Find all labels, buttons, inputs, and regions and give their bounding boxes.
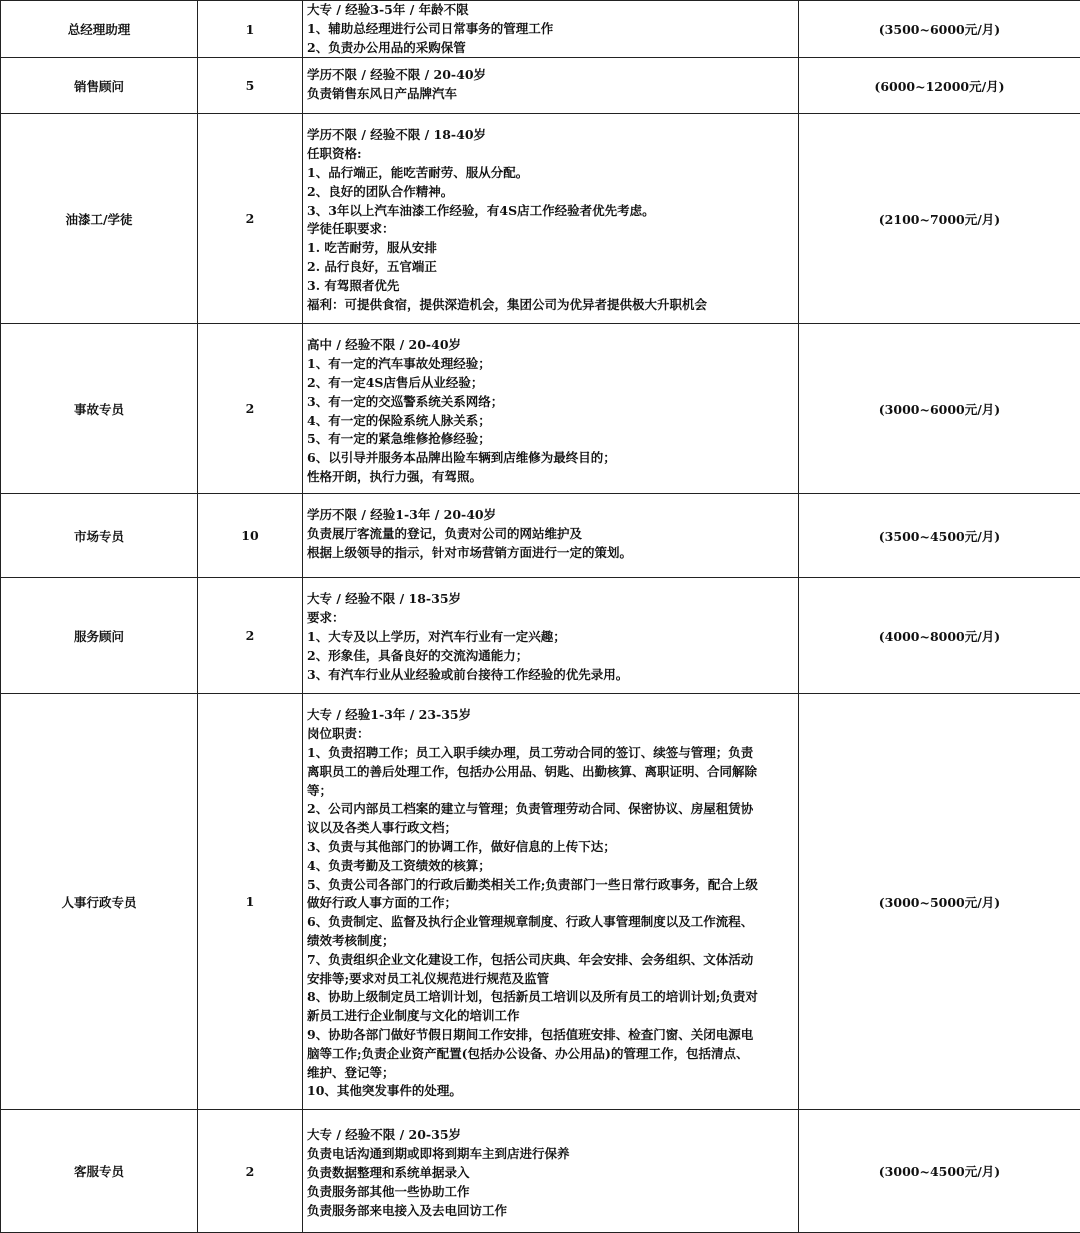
job-description-line: 根据上级领导的指示，针对市场营销方面进行一定的策划。 bbox=[307, 544, 794, 563]
job-description-line: 3、有汽车行业从业经验或前台接待工作经验的优先录用。 bbox=[307, 666, 794, 685]
job-description-line: 负责销售东风日产品牌汽车 bbox=[307, 85, 794, 104]
job-description-line: 2、良好的团队合作精神。 bbox=[307, 183, 794, 202]
job-salary: (3000~4500元/月) bbox=[799, 1110, 1080, 1233]
job-description-line: 性格开朗，执行力强，有驾照。 bbox=[307, 468, 794, 487]
job-salary: (2100~7000元/月) bbox=[799, 114, 1080, 324]
job-description-line: 福利：可提供食宿，提供深造机会，集团公司为优异者提供极大升职机会 bbox=[307, 296, 794, 315]
job-title: 油漆工/学徒 bbox=[1, 114, 198, 324]
job-title: 销售顾问 bbox=[1, 58, 198, 114]
job-description-line: 负责服务部其他一些协助工作 bbox=[307, 1183, 794, 1202]
job-title: 事故专员 bbox=[1, 324, 198, 494]
job-requirements-summary: 学历不限 / 经验不限 / 20-40岁 bbox=[307, 66, 794, 85]
job-salary: (3500~6000元/月) bbox=[799, 1, 1080, 58]
job-headcount: 2 bbox=[198, 578, 303, 694]
job-description-line: 负责服务部来电接入及去电回访工作 bbox=[307, 1202, 794, 1221]
job-row bbox=[1, 58, 1080, 114]
job-description-line: 1、辅助总经理进行公司日常事务的管理工作 bbox=[307, 20, 794, 39]
job-description-line: 10、其他突发事件的处理。 bbox=[307, 1082, 794, 1101]
job-description-line: 负责数据整理和系统单据录入 bbox=[307, 1164, 794, 1183]
job-row bbox=[1, 494, 1080, 578]
job-description-line: 4、有一定的保险系统人脉关系； bbox=[307, 412, 794, 431]
job-requirements-summary: 大专 / 经验不限 / 18-35岁 bbox=[307, 590, 794, 609]
job-title: 客服专员 bbox=[1, 1110, 198, 1233]
job-description-line: 脑等工作;负责企业资产配置(包括办公设备、办公用品)的管理工作，包括清点、 bbox=[307, 1045, 794, 1064]
job-requirements-summary: 高中 / 经验不限 / 20-40岁 bbox=[307, 336, 794, 355]
job-description bbox=[303, 114, 799, 324]
job-description-line: 1、品行端正，能吃苦耐劳、服从分配。 bbox=[307, 164, 794, 183]
job-description bbox=[303, 1110, 799, 1233]
job-description-line: 6、负责制定、监督及执行企业管理规章制度、行政人事管理制度以及工作流程、 bbox=[307, 913, 794, 932]
job-description-line: 2、形象佳，具备良好的交流沟通能力； bbox=[307, 647, 794, 666]
job-row bbox=[1, 578, 1080, 694]
job-description-line: 负责展厅客流量的登记，负责对公司的网站维护及 bbox=[307, 525, 794, 544]
job-description bbox=[303, 694, 799, 1110]
job-description-line: 4、负责考勤及工资绩效的核算； bbox=[307, 857, 794, 876]
job-description-line: 6、以引导并服务本品牌出险车辆到店维修为最终目的； bbox=[307, 449, 794, 468]
job-salary: (3000~5000元/月) bbox=[799, 694, 1080, 1110]
job-row bbox=[1, 694, 1080, 1110]
job-description bbox=[303, 578, 799, 694]
job-description bbox=[303, 1, 799, 58]
job-salary: (4000~8000元/月) bbox=[799, 578, 1080, 694]
job-headcount: 1 bbox=[198, 694, 303, 1110]
job-salary: (6000~12000元/月) bbox=[799, 58, 1080, 114]
job-headcount: 2 bbox=[198, 114, 303, 324]
job-description-line: 1. 吃苦耐劳，服从安排 bbox=[307, 239, 794, 258]
job-title: 总经理助理 bbox=[1, 1, 198, 58]
job-requirements-summary: 学历不限 / 经验不限 / 18-40岁 bbox=[307, 126, 794, 145]
job-description-line: 任职资格: bbox=[307, 145, 794, 164]
job-description-line: 2、有一定4S店售后从业经验； bbox=[307, 374, 794, 393]
job-description-line: 新员工进行企业制度与文化的培训工作 bbox=[307, 1007, 794, 1026]
job-description-line: 2. 品行良好，五官端正 bbox=[307, 258, 794, 277]
job-title: 人事行政专员 bbox=[1, 694, 198, 1110]
job-description-line: 2、公司内部员工档案的建立与管理；负责管理劳动合同、保密协议、房屋租赁协 bbox=[307, 800, 794, 819]
job-headcount: 5 bbox=[198, 58, 303, 114]
job-title: 服务顾问 bbox=[1, 578, 198, 694]
job-description-line: 3、3年以上汽车油漆工作经验，有4S店工作经验者优先考虑。 bbox=[307, 202, 794, 221]
job-row bbox=[1, 114, 1080, 324]
job-requirements-summary: 大专 / 经验不限 / 20-35岁 bbox=[307, 1126, 794, 1145]
job-row bbox=[1, 324, 1080, 494]
job-description-line: 3、有一定的交巡警系统关系网络； bbox=[307, 393, 794, 412]
job-description-line: 负责电话沟通到期或即将到期车主到店进行保养 bbox=[307, 1145, 794, 1164]
job-description-line: 3. 有驾照者优先 bbox=[307, 277, 794, 296]
job-headcount: 2 bbox=[198, 324, 303, 494]
job-description-line: 2、负责办公用品的采购保管 bbox=[307, 39, 794, 58]
job-salary: (3500~4500元/月) bbox=[799, 494, 1080, 578]
job-salary: (3000~6000元/月) bbox=[799, 324, 1080, 494]
job-description-line: 1、负责招聘工作；员工入职手续办理，员工劳动合同的签订、续签与管理；负责 bbox=[307, 744, 794, 763]
job-description-line: 9、协助各部门做好节假日期间工作安排，包括值班安排、检查门窗、关闭电源电 bbox=[307, 1026, 794, 1045]
job-description-line: 8、协助上级制定员工培训计划，包括新员工培训以及所有员工的培训计划;负责对 bbox=[307, 988, 794, 1007]
job-description-line: 学徒任职要求： bbox=[307, 220, 794, 239]
job-row bbox=[1, 1110, 1080, 1233]
job-description bbox=[303, 324, 799, 494]
job-title: 市场专员 bbox=[1, 494, 198, 578]
job-table-body bbox=[1, 1, 1080, 1233]
job-description-line: 离职员工的善后处理工作，包括办公用品、钥匙、出勤核算、离职证明、合同解除 bbox=[307, 763, 794, 782]
job-description-line: 议以及各类人事行政文档； bbox=[307, 819, 794, 838]
job-requirements-summary: 大专 / 经验1-3年 / 23-35岁 bbox=[307, 706, 794, 725]
job-description-line: 5、有一定的紧急维修抢修经验； bbox=[307, 430, 794, 449]
job-description bbox=[303, 494, 799, 578]
job-description-line: 等； bbox=[307, 782, 794, 801]
job-description-line: 绩效考核制度； bbox=[307, 932, 794, 951]
job-description bbox=[303, 58, 799, 114]
job-headcount: 2 bbox=[198, 1110, 303, 1233]
job-description-line: 安排等;要求对员工礼仪规范进行规范及监管 bbox=[307, 970, 794, 989]
job-description-line: 要求： bbox=[307, 609, 794, 628]
job-description-line: 岗位职责： bbox=[307, 725, 794, 744]
job-description-line: 5、负责公司各部门的行政后勤类相关工作;负责部门一些日常行政事务，配合上级 bbox=[307, 876, 794, 895]
job-headcount: 1 bbox=[198, 1, 303, 58]
job-description-line: 1、大专及以上学历，对汽车行业有一定兴趣； bbox=[307, 628, 794, 647]
job-description-line: 3、负责与其他部门的协调工作，做好信息的上传下达； bbox=[307, 838, 794, 857]
job-description-line: 7、负责组织企业文化建设工作，包括公司庆典、年会安排、会务组织、文体活动 bbox=[307, 951, 794, 970]
job-description-line: 1、有一定的汽车事故处理经验； bbox=[307, 355, 794, 374]
job-row bbox=[1, 1, 1080, 58]
job-description-line: 维护、登记等； bbox=[307, 1064, 794, 1083]
job-requirements-summary: 大专 / 经验3-5年 / 年龄不限 bbox=[307, 1, 794, 20]
job-requirements-summary: 学历不限 / 经验1-3年 / 20-40岁 bbox=[307, 506, 794, 525]
job-headcount: 10 bbox=[198, 494, 303, 578]
job-description-line: 做好行政人事方面的工作； bbox=[307, 894, 794, 913]
